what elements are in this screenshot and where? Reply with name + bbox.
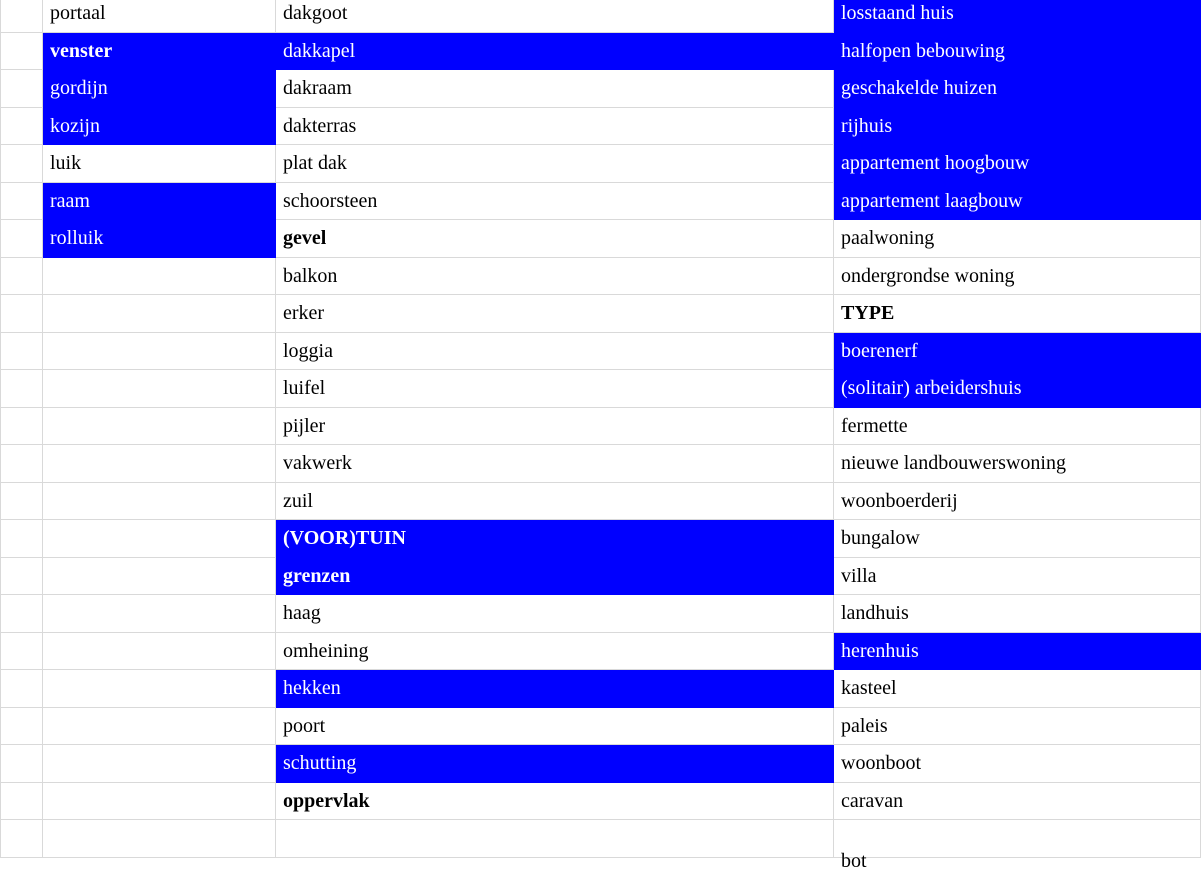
cell-col-a[interactable] <box>43 445 276 483</box>
cell-col-a[interactable] <box>43 557 276 595</box>
cell-text: rolluik <box>50 227 104 250</box>
cell-col-b[interactable] <box>276 707 834 745</box>
table-row <box>1 782 1201 820</box>
row-gutter-cell[interactable] <box>1 0 43 32</box>
cell-col-b[interactable] <box>276 632 834 670</box>
cell-col-c[interactable] <box>834 520 1201 558</box>
cell-col-a[interactable] <box>43 482 276 520</box>
table-row <box>1 32 1201 70</box>
cell-text: venster <box>50 39 113 62</box>
cell-text: appartement laagbouw <box>841 189 1023 212</box>
cell-col-b[interactable] <box>276 0 834 32</box>
table-row <box>1 632 1201 670</box>
cell-text: schutting <box>283 752 357 775</box>
cell-col-c[interactable] <box>834 370 1201 408</box>
row-gutter-cell[interactable] <box>1 482 43 520</box>
cell-col-b[interactable] <box>276 107 834 145</box>
cell-col-a[interactable] <box>43 707 276 745</box>
row-gutter-cell[interactable] <box>1 332 43 370</box>
cell-col-a[interactable] <box>43 370 276 408</box>
cell-col-c[interactable] <box>834 557 1201 595</box>
table-row <box>1 670 1201 708</box>
table-row <box>1 0 1201 32</box>
cell-col-c[interactable] <box>834 220 1201 258</box>
cell-col-a[interactable] <box>43 595 276 633</box>
cell-text: fermette <box>841 414 908 437</box>
cell-text: boerenerf <box>841 339 918 362</box>
cell-text: loggia <box>283 339 333 362</box>
row-gutter-cell[interactable] <box>1 107 43 145</box>
row-gutter-cell[interactable] <box>1 295 43 333</box>
cell-text: nieuwe landbouwerswoning <box>841 452 1066 475</box>
cell-col-a[interactable] <box>43 332 276 370</box>
cell-text: plat dak <box>283 152 347 175</box>
row-gutter-cell[interactable] <box>1 670 43 708</box>
cell-text: dakraam <box>283 77 352 100</box>
cell-text: gordijn <box>50 77 108 100</box>
cell-text: paalwoning <box>841 227 935 250</box>
row-gutter-cell[interactable] <box>1 557 43 595</box>
cell-col-b[interactable] <box>276 332 834 370</box>
cell-text: geschakelde huizen <box>841 77 998 100</box>
cell-text: hekken <box>283 677 341 700</box>
cell-col-c[interactable] <box>834 145 1201 183</box>
cell-col-c[interactable] <box>834 595 1201 633</box>
cell-col-a[interactable] <box>43 745 276 783</box>
cell-col-b[interactable] <box>276 445 834 483</box>
table-row <box>1 107 1201 145</box>
cell-col-a[interactable] <box>43 257 276 295</box>
row-gutter-cell[interactable] <box>1 70 43 108</box>
cell-text: haag <box>283 602 321 625</box>
cell-text: kozijn <box>50 114 100 137</box>
cell-text: dakgoot <box>283 2 348 25</box>
cell-text: TYPE <box>841 302 895 325</box>
cell-col-b[interactable] <box>276 220 834 258</box>
cell-col-a[interactable] <box>43 32 276 70</box>
row-gutter-cell[interactable] <box>1 32 43 70</box>
cell-text: oppervlak <box>283 789 370 812</box>
cell-col-c[interactable] <box>834 32 1201 70</box>
cell-col-a[interactable] <box>43 820 276 858</box>
cell-col-b[interactable] <box>276 295 834 333</box>
cell-text: omheining <box>283 639 369 662</box>
cell-col-b[interactable] <box>276 482 834 520</box>
cell-text: ondergrondse woning <box>841 264 1015 287</box>
row-gutter-cell[interactable] <box>1 220 43 258</box>
spreadsheet-body <box>1 0 1201 872</box>
cell-col-c[interactable] <box>834 107 1201 145</box>
cell-text: poort <box>283 714 326 737</box>
cell-text: rijhuis <box>841 114 893 137</box>
cell-col-c[interactable] <box>834 332 1201 370</box>
table-row <box>1 370 1201 408</box>
cell-col-c[interactable] <box>834 70 1201 108</box>
cell-col-b[interactable] <box>276 70 834 108</box>
table-row <box>1 295 1201 333</box>
row-gutter-cell[interactable] <box>1 145 43 183</box>
cell-col-a[interactable] <box>43 70 276 108</box>
cell-col-a[interactable] <box>43 520 276 558</box>
cell-col-c[interactable] <box>834 745 1201 783</box>
table-row <box>1 182 1201 220</box>
cell-col-c[interactable] <box>834 0 1201 32</box>
row-gutter-cell[interactable] <box>1 520 43 558</box>
cell-text: woonboot <box>841 752 921 775</box>
cell-col-a[interactable] <box>43 295 276 333</box>
cell-col-a[interactable] <box>43 407 276 445</box>
row-gutter-cell[interactable] <box>1 445 43 483</box>
row-gutter-cell[interactable] <box>1 632 43 670</box>
cell-text: schoorsteen <box>283 189 378 212</box>
table-row <box>1 145 1201 183</box>
cell-text: portaal <box>50 2 106 25</box>
cell-text: erker <box>283 302 325 325</box>
row-gutter-cell[interactable] <box>1 745 43 783</box>
cell-col-b[interactable] <box>276 32 834 70</box>
cell-text: luik <box>50 152 82 175</box>
cell-text: villa <box>841 564 877 587</box>
cell-col-b[interactable] <box>276 595 834 633</box>
cell-text: landhuis <box>841 602 909 625</box>
cell-col-c[interactable] <box>834 670 1201 708</box>
cell-col-c[interactable] <box>834 632 1201 670</box>
row-gutter-cell[interactable] <box>1 257 43 295</box>
cell-col-b[interactable] <box>276 182 834 220</box>
cell-col-c[interactable] <box>834 445 1201 483</box>
cell-col-a[interactable] <box>43 220 276 258</box>
table-row <box>1 407 1201 445</box>
cell-text: paleis <box>841 714 888 737</box>
table-row <box>1 445 1201 483</box>
cell-col-a[interactable] <box>43 145 276 183</box>
row-gutter-cell[interactable] <box>1 182 43 220</box>
cell-text: zuil <box>283 489 313 512</box>
cell-col-b[interactable] <box>276 257 834 295</box>
table-row <box>1 557 1201 595</box>
table-row <box>1 520 1201 558</box>
cell-text: appartement hoogbouw <box>841 152 1030 175</box>
cell-text: raam <box>50 189 90 212</box>
cell-col-b[interactable] <box>276 370 834 408</box>
cell-col-b[interactable] <box>276 407 834 445</box>
row-gutter-cell[interactable] <box>1 707 43 745</box>
table-row <box>1 820 1201 858</box>
cell-text: herenhuis <box>841 639 919 662</box>
table-row <box>1 220 1201 258</box>
row-gutter-cell[interactable] <box>1 820 43 858</box>
cell-col-b[interactable] <box>276 520 834 558</box>
cell-text: grenzen <box>283 564 351 587</box>
cell-text: luifel <box>283 377 326 400</box>
cell-col-a[interactable] <box>43 670 276 708</box>
table-row <box>1 745 1201 783</box>
cell-text: halfopen bebouwing <box>841 39 1005 62</box>
cell-col-c[interactable] <box>834 182 1201 220</box>
cell-text: caravan <box>841 789 904 812</box>
cell-col-a[interactable] <box>43 0 276 32</box>
cell-text: (solitair) arbeidershuis <box>841 377 1022 400</box>
cell-col-a[interactable] <box>43 107 276 145</box>
cell-text: (VOOR)TUIN <box>283 527 406 550</box>
table-row <box>1 482 1201 520</box>
cell-text: kasteel <box>841 677 897 700</box>
table-row <box>1 332 1201 370</box>
cell-col-a[interactable] <box>43 782 276 820</box>
cell-col-c[interactable] <box>834 295 1201 333</box>
row-gutter-cell[interactable] <box>1 407 43 445</box>
cell-col-b[interactable] <box>276 782 834 820</box>
cell-col-a[interactable] <box>43 632 276 670</box>
table-row <box>1 257 1201 295</box>
cell-text: losstaand huis <box>841 2 954 25</box>
table-row <box>1 707 1201 745</box>
cell-text: dakkapel <box>283 39 356 62</box>
cell-col-a[interactable] <box>43 182 276 220</box>
cell-col-b[interactable] <box>276 145 834 183</box>
cell-col-c[interactable] <box>834 707 1201 745</box>
cell-text: dakterras <box>283 114 357 137</box>
row-gutter-cell[interactable] <box>1 782 43 820</box>
cell-col-b[interactable] <box>276 670 834 708</box>
cell-text: bot <box>841 849 867 872</box>
cell-col-c[interactable] <box>834 407 1201 445</box>
cell-text: pijler <box>283 414 326 437</box>
cell-col-b[interactable] <box>276 820 834 858</box>
cell-col-b[interactable] <box>276 745 834 783</box>
row-gutter-cell[interactable] <box>1 595 43 633</box>
cell-text: gevel <box>283 227 327 250</box>
cell-text: vakwerk <box>283 452 352 475</box>
cell-col-c[interactable] <box>834 482 1201 520</box>
cell-text: woonboerderij <box>841 489 958 512</box>
table-row <box>1 70 1201 108</box>
row-gutter-cell[interactable] <box>1 370 43 408</box>
cell-col-b[interactable] <box>276 557 834 595</box>
cell-col-c[interactable] <box>834 782 1201 820</box>
cell-text: bungalow <box>841 527 920 550</box>
cell-col-c[interactable] <box>834 820 1201 872</box>
cell-text: balkon <box>283 264 338 287</box>
table-row <box>1 595 1201 633</box>
cell-col-c[interactable] <box>834 257 1201 295</box>
